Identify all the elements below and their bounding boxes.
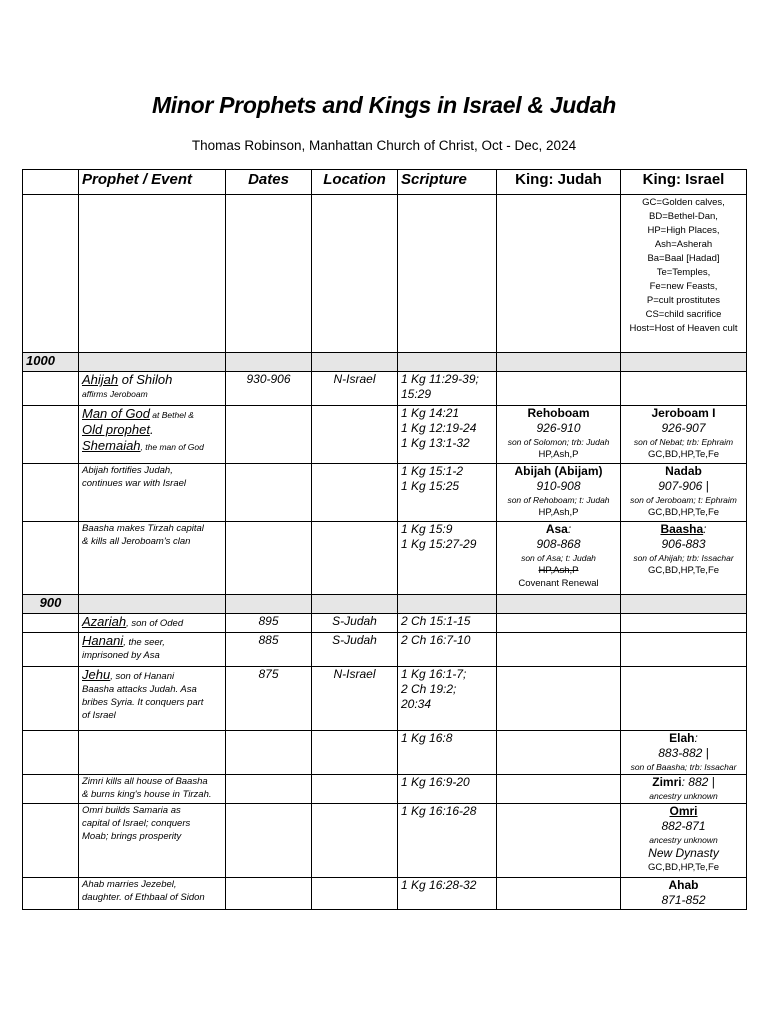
prophet-note: affirms Jeroboam	[82, 389, 148, 399]
legend-line: BD=Bethel-Dan,	[649, 211, 718, 222]
event-cell: Ahab marries Jezebel, daughter. of Ethbaal of Sidon	[79, 878, 226, 910]
scripture-cell: 2 Ch 16:7-10	[398, 633, 497, 667]
header-row	[23, 170, 747, 195]
table-row	[23, 804, 747, 878]
table-row	[23, 372, 747, 406]
king-judah-cell: Asa: 908-868 son of Asa; t: Judah HP,Ash,P Covenant Renewal	[497, 522, 621, 595]
table-row	[23, 614, 747, 633]
table-row	[23, 464, 747, 522]
king-israel-cell: Omri 882-871 ancestry unknown New Dynasty GC,BD,HP,Te,Fe	[621, 804, 747, 878]
prophet-name: Ahijah	[82, 372, 119, 387]
document-title: Minor Prophets and Kings in Israel & Judah	[151, 92, 617, 118]
legend-line: Host=Host of Heaven cult	[629, 323, 738, 334]
legend-line: Te=Temples,	[656, 267, 711, 278]
decade-row	[23, 595, 747, 614]
decade-row	[23, 353, 747, 372]
scripture-cell: 1 Kg 16:1-7; 2 Ch 19:2; 20:34	[398, 667, 497, 731]
dates-cell: 875	[226, 667, 312, 731]
legend-cell	[621, 195, 747, 353]
king-judah-cell: Rehoboam 926-910 son of Solomon; trb: Judah HP,Ash,P	[497, 406, 621, 464]
legend-line: CS=child sacrifice	[645, 309, 722, 320]
scripture-cell: 1 Kg 16:8	[398, 731, 497, 775]
legend-line: GC=Golden calves,	[642, 197, 725, 208]
scripture-cell: 1 Kg 11:29-39; 15:29	[398, 372, 497, 406]
document-subtitle: Thomas Robinson, Manhattan Church of Christ, Oct - Dec, 2024	[191, 138, 577, 153]
table-row	[23, 633, 747, 667]
dates-cell: 930-906	[226, 372, 312, 406]
dates-cell: 895	[226, 614, 312, 633]
location-cell: N-Israel	[312, 372, 398, 406]
scripture-cell: 1 Kg 16:16-28	[398, 804, 497, 878]
legend-line: Ash=Asherah	[654, 239, 713, 250]
king-israel-cell: Zimri: 882 | ancestry unknown	[621, 775, 747, 804]
table-row	[23, 878, 747, 910]
legend-line: Fe=new Feasts,	[649, 281, 718, 292]
table-row	[23, 667, 747, 731]
header-prophet: Prophet / Event	[79, 170, 226, 195]
dates-cell: 885	[226, 633, 312, 667]
prophet-cell: Jehu, son of Hanani Baasha attacks Judah. Asa bribes Syria. It conquers part of Israel	[79, 667, 226, 731]
header-scripture: Scripture	[398, 170, 497, 195]
header-dates: Dates	[226, 170, 312, 195]
legend-line: HP=High Places,	[647, 225, 720, 236]
header-king-judah: King: Judah	[497, 170, 621, 195]
scripture-cell: 1 Kg 15:1-2 1 Kg 15:25	[398, 464, 497, 522]
table-row	[23, 775, 747, 804]
scripture-cell: 1 Kg 16:9-20	[398, 775, 497, 804]
location-cell: S-Judah	[312, 614, 398, 633]
legend-line: P=cult prostitutes	[646, 295, 721, 306]
header-decade	[23, 170, 79, 195]
king-israel-cell: Elah: 883-882 | son of Baasha; trb: Issachar	[621, 731, 747, 775]
scripture-cell: 1 Kg 16:28-32	[398, 878, 497, 910]
king-judah-cell: Abijah (Abijam) 910-908 son of Rehoboam; t: Judah HP,Ash,P	[497, 464, 621, 522]
table-row	[23, 406, 747, 464]
king-israel-cell: Ahab 871-852	[621, 878, 747, 910]
prophet-cell: Man of God at Bethel & Old prophet. Shemaiah, the man of God	[79, 406, 226, 464]
decade-label: 1000	[23, 353, 79, 372]
table-row	[23, 731, 747, 775]
scripture-cell: 1 Kg 14:21 1 Kg 12:19-24 1 Kg 13:1-32	[398, 406, 497, 464]
header-king-israel: King: Israel	[621, 170, 747, 195]
location-cell: S-Judah	[312, 633, 398, 667]
prophet-cell: Ahijah of Shiloh affirms Jeroboam	[79, 372, 226, 406]
table-row	[23, 522, 747, 595]
prophet-cell: Azariah, son of Oded	[79, 614, 226, 633]
location-cell: N-Israel	[312, 667, 398, 731]
legend-line: Ba=Baal [Hadad]	[647, 253, 720, 264]
scripture-cell: 2 Ch 15:1-15	[398, 614, 497, 633]
king-israel-cell: Nadab 907-906 | son of Jeroboam; t: Ephraim GC,BD,HP,Te,Fe	[621, 464, 747, 522]
scripture-cell: 1 Kg 15:9 1 Kg 15:27-29	[398, 522, 497, 595]
decade-label: 900	[23, 595, 79, 614]
legend-row	[23, 195, 747, 353]
prophets-kings-table	[22, 169, 747, 910]
event-cell: Baasha makes Tirzah capital & kills all Jeroboam's clan	[79, 522, 226, 595]
event-cell: Omri builds Samaria as capital of Israel; conquers Moab; brings prosperity	[79, 804, 226, 878]
header-location: Location	[312, 170, 398, 195]
event-cell: Abijah fortifies Judah, continues war with Israel	[79, 464, 226, 522]
king-israel-cell: Jeroboam I 926-907 son of Nebat; trb: Ephraim GC,BD,HP,Te,Fe	[621, 406, 747, 464]
prophet-cell: Hanani, the seer, imprisoned by Asa	[79, 633, 226, 667]
event-cell: Zimri kills all house of Baasha & burns king's house in Tirzah.	[79, 775, 226, 804]
king-israel-cell: Baasha: 906-883 son of Ahijah; trb: Issachar GC,BD,HP,Te,Fe	[621, 522, 747, 595]
